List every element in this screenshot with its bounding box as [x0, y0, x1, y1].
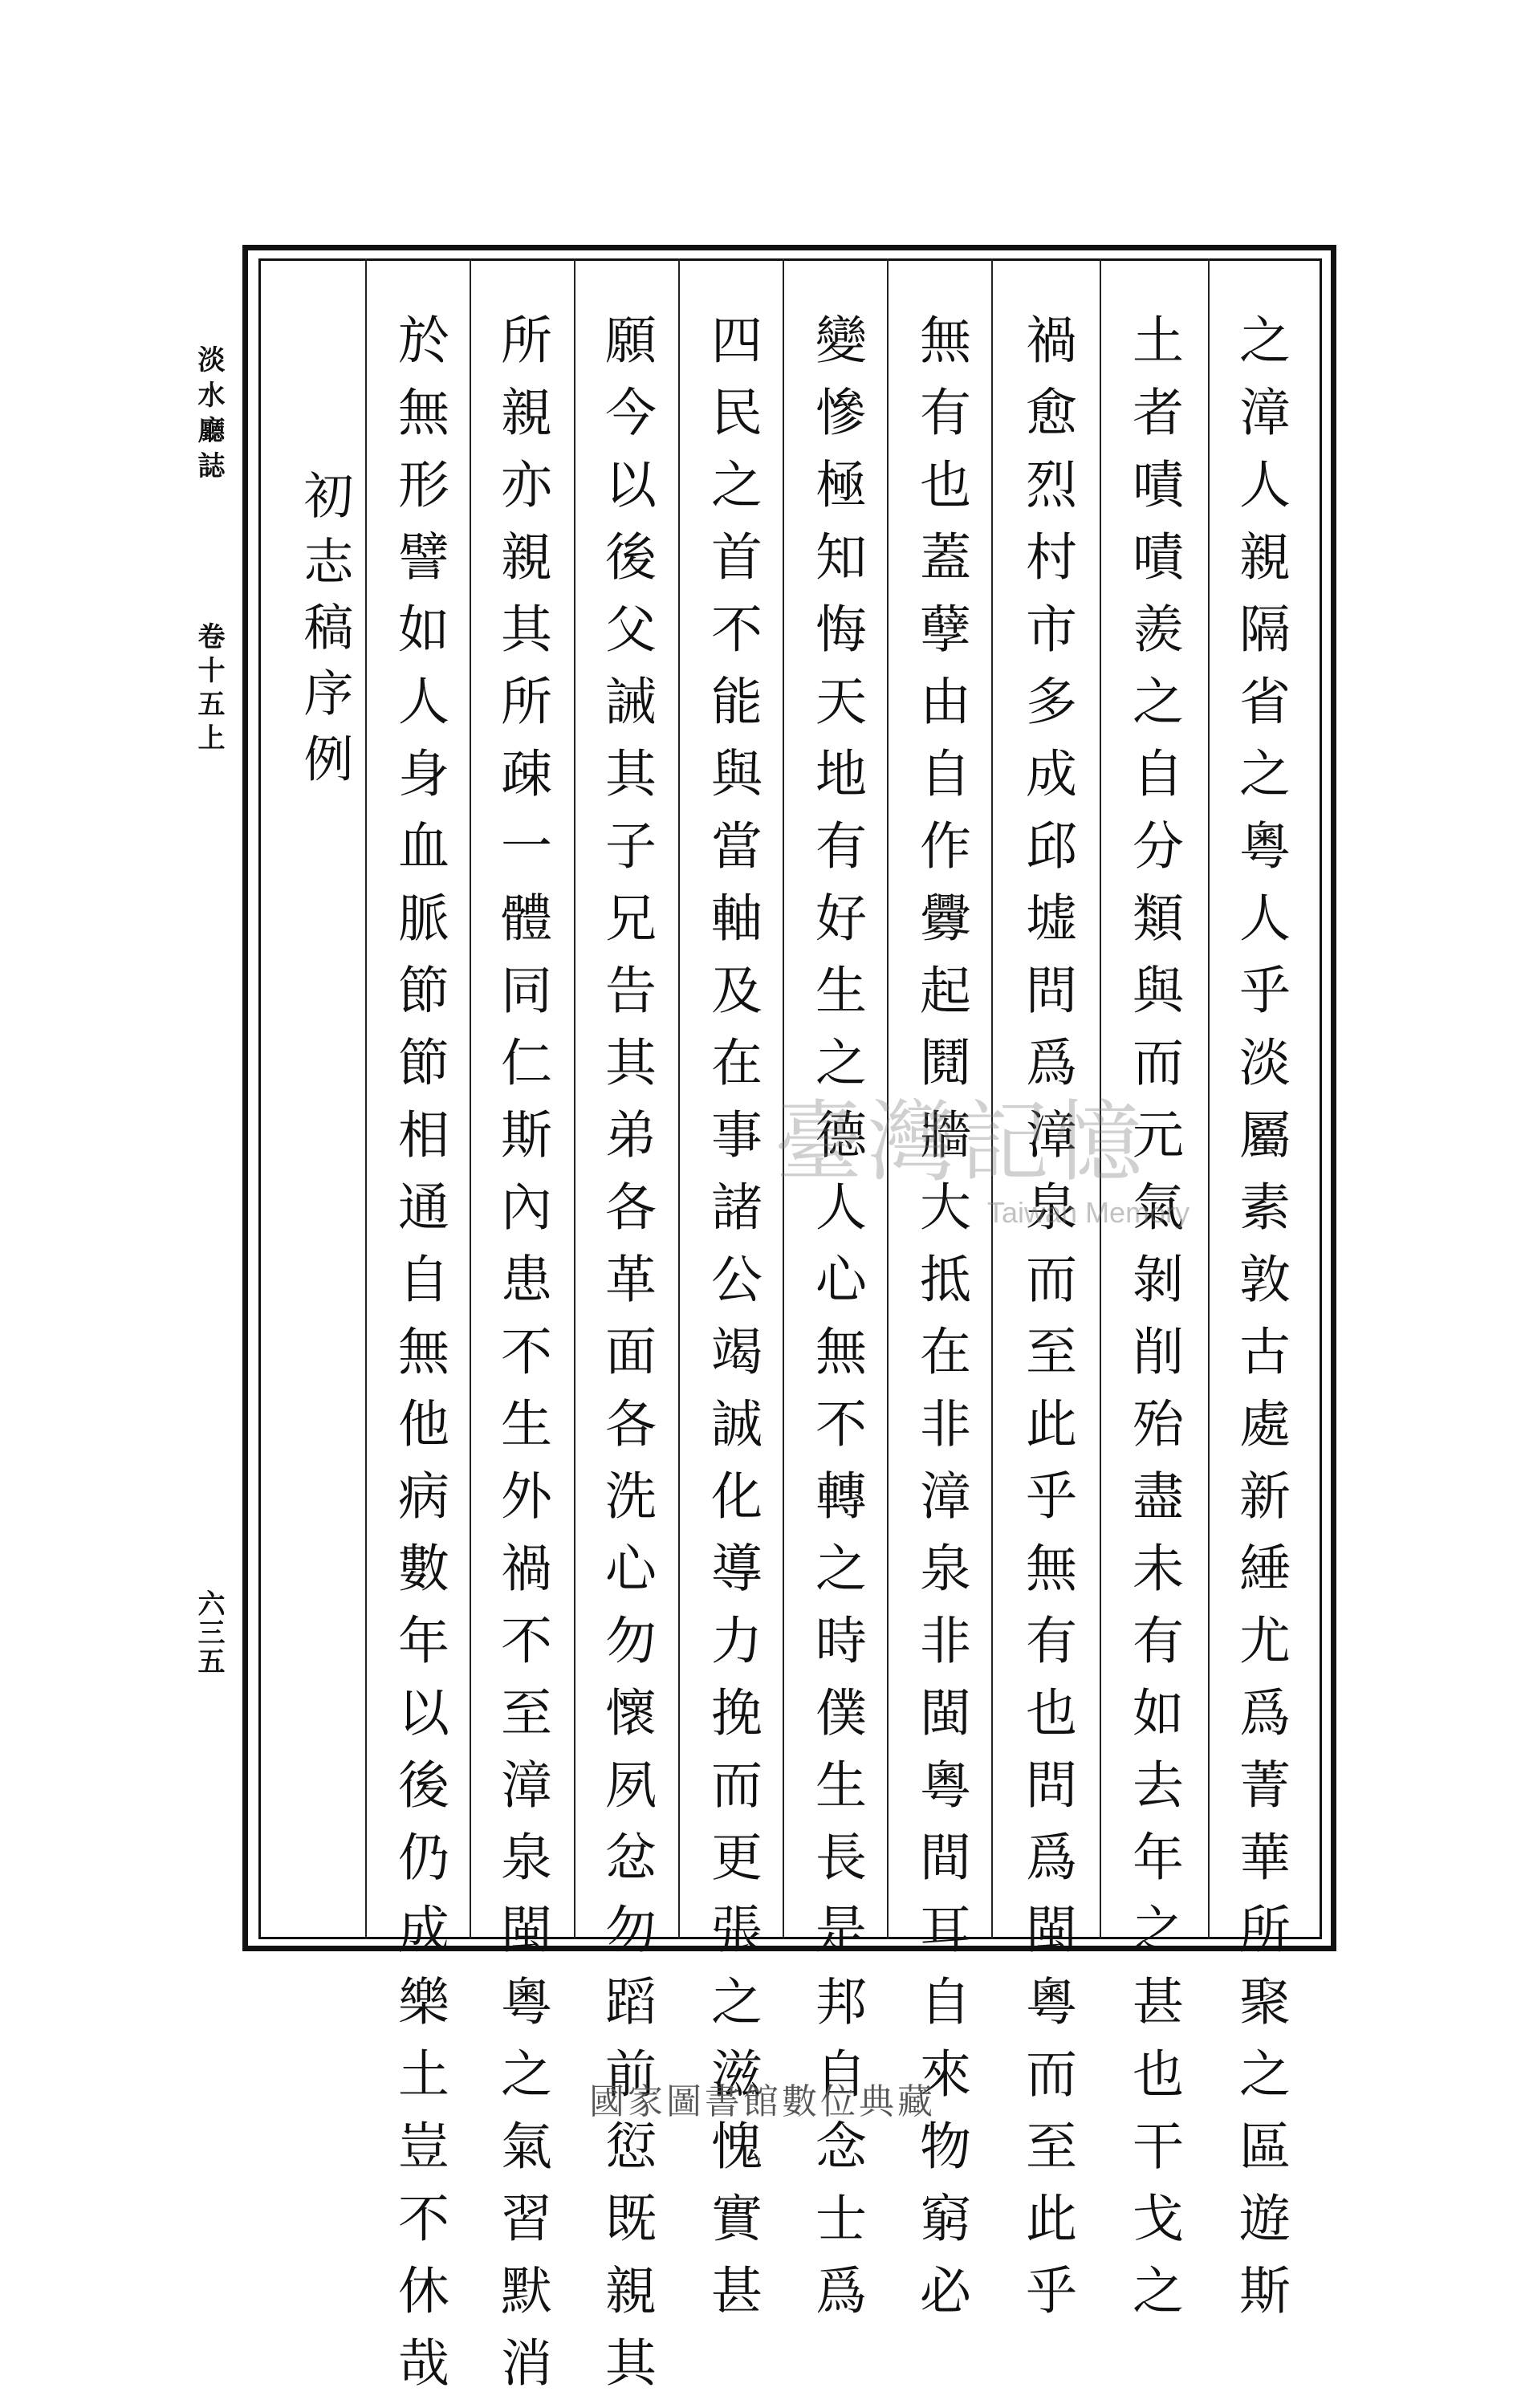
- page-number: 六三五: [193, 1589, 225, 1676]
- text-column-4: 無有也蓋孽由自作釁起鬩牆大抵在非漳泉非閩粵間耳自來物窮必: [911, 313, 970, 2336]
- column-divider: [678, 258, 680, 1939]
- text-column-3: 禍愈烈村市多成邱墟問爲漳泉而至此乎無有也問爲閩粵而至此乎: [1017, 313, 1076, 2336]
- text-column-1: 之漳人親隔省之粵人乎淡屬素敦古處新綞尤爲菁華所聚之區遊斯: [1230, 313, 1290, 2336]
- text-column-7: 願今以後父誡其子兄告其弟各革面各洗心勿懷夙忿勿蹈前愆既親其: [596, 313, 656, 2408]
- running-head: 淡水廳誌: [193, 345, 225, 486]
- section-heading: 初志稿序例: [295, 470, 354, 799]
- text-column-2: 土者嘖嘖羨之自分類與而元氣剝削殆盡未有如去年之甚也干戈之: [1124, 313, 1183, 2336]
- column-divider: [1208, 258, 1210, 1939]
- text-column-9: 於無形譬如人身血脈節節相通自無他病數年以後仍成樂土豈不休哉: [389, 313, 449, 2408]
- text-column-8: 所親亦親其所疎一體同仁斯內患不生外禍不至漳泉閩粵之氣習默消: [492, 313, 551, 2408]
- watermark-title: 臺灣記憶: [775, 1091, 1147, 1194]
- text-column-5: 變慘極知悔天地有好生之德人心無不轉之時僕生長是邦自念士爲: [807, 313, 866, 2336]
- volume-label: 卷十五上: [193, 622, 225, 757]
- column-divider: [574, 258, 575, 1939]
- text-column-6: 四民之首不能與當軸及在事諸公竭誠化導力挽而更張之滋愧實甚: [702, 313, 762, 2336]
- library-footer: 國家圖書館數位典藏: [589, 2081, 936, 2122]
- watermark-subtitle: Taiwan Memory: [987, 1196, 1190, 1229]
- column-divider: [470, 258, 471, 1939]
- column-divider: [365, 258, 367, 1939]
